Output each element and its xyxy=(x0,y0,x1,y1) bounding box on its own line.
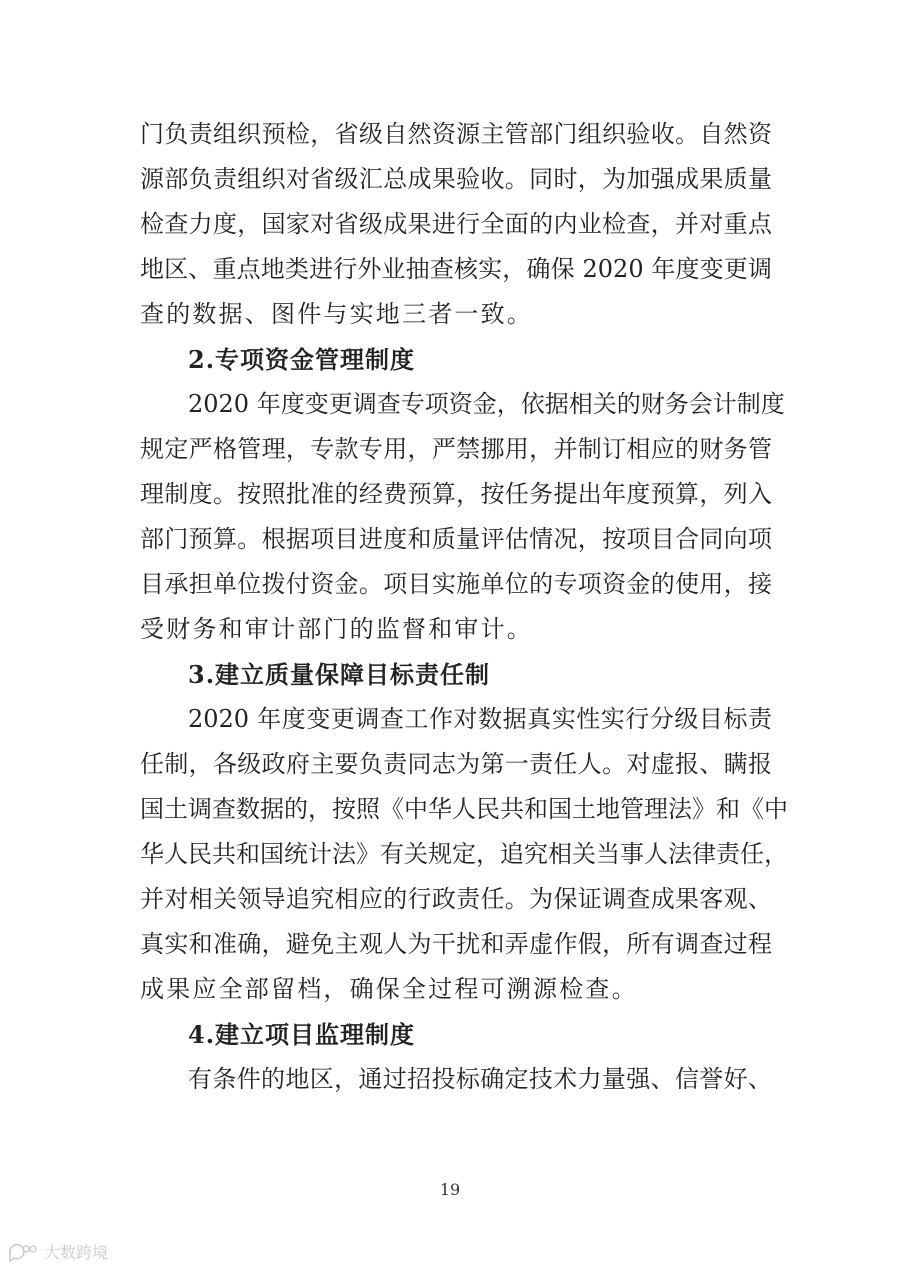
text-line: 并对相关领导追究相应的行政责任。为保证调查成果客观、 xyxy=(140,885,772,913)
text-line: 真实和准确，避免主观人为干扰和弄虚作假，所有调查过程 xyxy=(140,930,772,958)
text-line: 2020 年度变更调查工作对数据真实性实行分级目标责 xyxy=(188,705,772,733)
page-content xyxy=(140,112,788,1102)
text-line: 目承担单位拨付资金。项目实施单位的专项资金的使用，接 xyxy=(140,570,772,598)
watermark xyxy=(6,1240,108,1263)
section-3-body xyxy=(140,697,788,1012)
section-heading-4: 4.建立项目监理制度 xyxy=(188,1020,416,1049)
text-line: 2020 年度变更调查专项资金，依据相关的财务会计制度 xyxy=(188,390,785,418)
text-line: 部门预算。根据项目进度和质量评估情况，按项目合同向项 xyxy=(140,525,772,553)
text-line: 门负责组织预检，省级自然资源主管部门组织验收。自然资 xyxy=(140,120,772,148)
chat-bubble-logo-icon xyxy=(6,1241,40,1263)
section-2-body xyxy=(140,382,785,652)
text-line: 规定严格管理，专款专用，严禁挪用，并制订相应的财务管 xyxy=(140,435,772,463)
text-line: 任制，各级政府主要负责同志为第一责任人。对虚报、瞒报 xyxy=(140,750,772,778)
section-heading-3: 3.建立质量保障目标责任制 xyxy=(188,660,491,689)
text-line: 地区、重点地类进行外业抽查核实，确保 2020 年度变更调 xyxy=(140,255,772,283)
watermark-text: 大数跨境 xyxy=(44,1243,109,1262)
text-line: 源部负责组织对省级汇总成果验收。同时，为加强成果质量 xyxy=(140,165,772,193)
paragraph-1 xyxy=(140,112,772,337)
section-4-body xyxy=(140,1057,772,1102)
text-line: 检查力度，国家对省级成果进行全面的内业检查，并对重点 xyxy=(140,210,772,238)
text-line: 国土调查数据的，按照《中华人民共和国土地管理法》和《中 xyxy=(140,795,788,823)
text-line: 查的数据、图件与实地三者一致。 xyxy=(140,300,533,328)
text-line: 受财务和审计部门的监督和审计。 xyxy=(140,615,533,643)
text-line: 成果应全部留档，确保全过程可溯源检查。 xyxy=(140,975,638,1003)
section-heading-2: 2.专项资金管理制度 xyxy=(188,345,416,374)
text-line: 华人民共和国统计法》有关规定，追究相关当事人法律责任， xyxy=(140,840,788,868)
text-line: 理制度。按照批准的经费预算，按任务提出年度预算，列入 xyxy=(140,480,772,508)
text-line: 有条件的地区，通过招投标确定技术力量强、信誉好、 xyxy=(188,1065,772,1093)
page-number: 19 xyxy=(439,1180,461,1199)
